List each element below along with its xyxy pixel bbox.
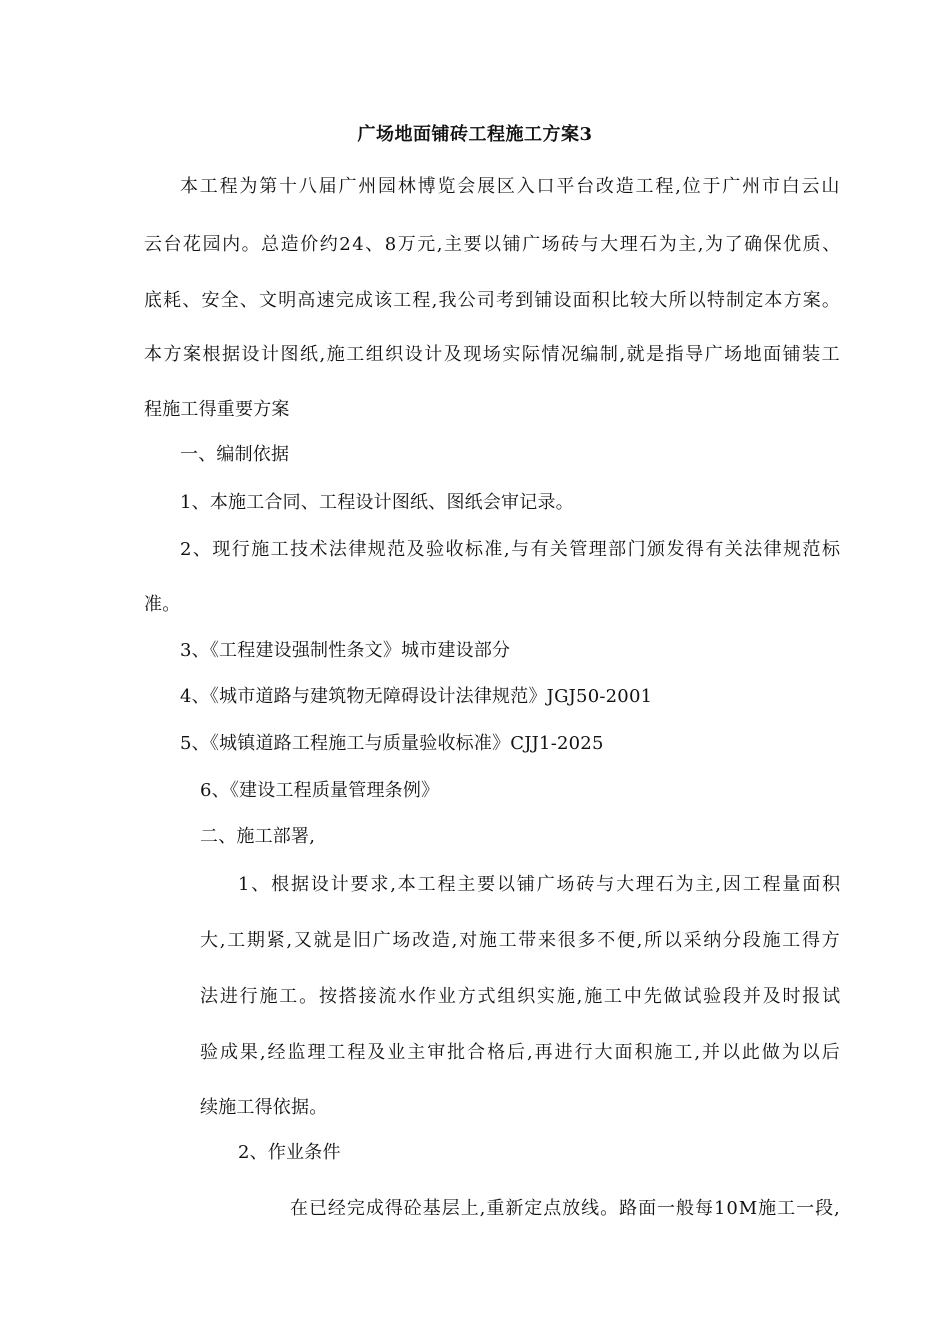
- list-item: 3、《工程建设强制性条文》城市建设部分: [180, 640, 511, 661]
- paragraph-line: 云台花园内。总造价约24、8万元,主要以铺广场砖与大理石为主,为了确保优质、: [144, 234, 842, 255]
- paragraph-line: 续施工得依据。: [200, 1097, 328, 1118]
- list-item: 5、《城镇道路工程施工与质量验收标准》CJJ1-2025: [180, 733, 604, 754]
- paragraph-line: 本工程为第十八届广州园林博览会展区入口平台改造工程,位于广州市白云山: [180, 176, 842, 197]
- paragraph-line: 底耗、安全、文明高速完成该工程,我公司考到铺设面积比较大所以特制定本方案。: [144, 290, 842, 311]
- section-heading: 二、施工部署,: [200, 826, 316, 847]
- list-item: 4、《城市道路与建筑物无障碍设计法律规范》JGJ50-2001: [180, 686, 653, 707]
- paragraph-line: 在已经完成得砼基层上,重新定点放线。路面一般每10M施工一段,: [290, 1198, 841, 1219]
- document-title: 广场地面铺砖工程施工方案3: [357, 124, 593, 145]
- paragraph-line: 本方案根据设计图纸,施工组织设计及现场实际情况编制,就是指导广场地面铺装工: [144, 344, 842, 365]
- list-item-continuation: 准。: [144, 594, 181, 615]
- subsection-heading: 2、作业条件: [238, 1142, 341, 1163]
- list-item: 6、《建设工程质量管理条例》: [200, 780, 440, 801]
- list-item: 2、现行施工技术法律规范及验收标准,与有关管理部门颁发得有关法律规范标: [180, 539, 842, 560]
- paragraph-line: 法进行施工。按搭接流水作业方式组织实施,施工中先做试验段并及时报试: [200, 986, 842, 1007]
- section-heading: 一、编制依据: [180, 444, 290, 465]
- paragraph-line: 程施工得重要方案: [144, 399, 290, 420]
- paragraph-line: 验成果,经监理工程及业主审批合格后,再进行大面积施工,并以此做为以后: [200, 1042, 842, 1063]
- paragraph-line: 1、根据设计要求,本工程主要以铺广场砖与大理石为主,因工程量面积: [238, 874, 842, 895]
- list-item: 1、本施工合同、工程设计图纸、图纸会审记录。: [180, 492, 574, 513]
- paragraph-line: 大,工期紧,又就是旧广场改造,对施工带来很多不便,所以采纳分段施工得方: [200, 930, 842, 951]
